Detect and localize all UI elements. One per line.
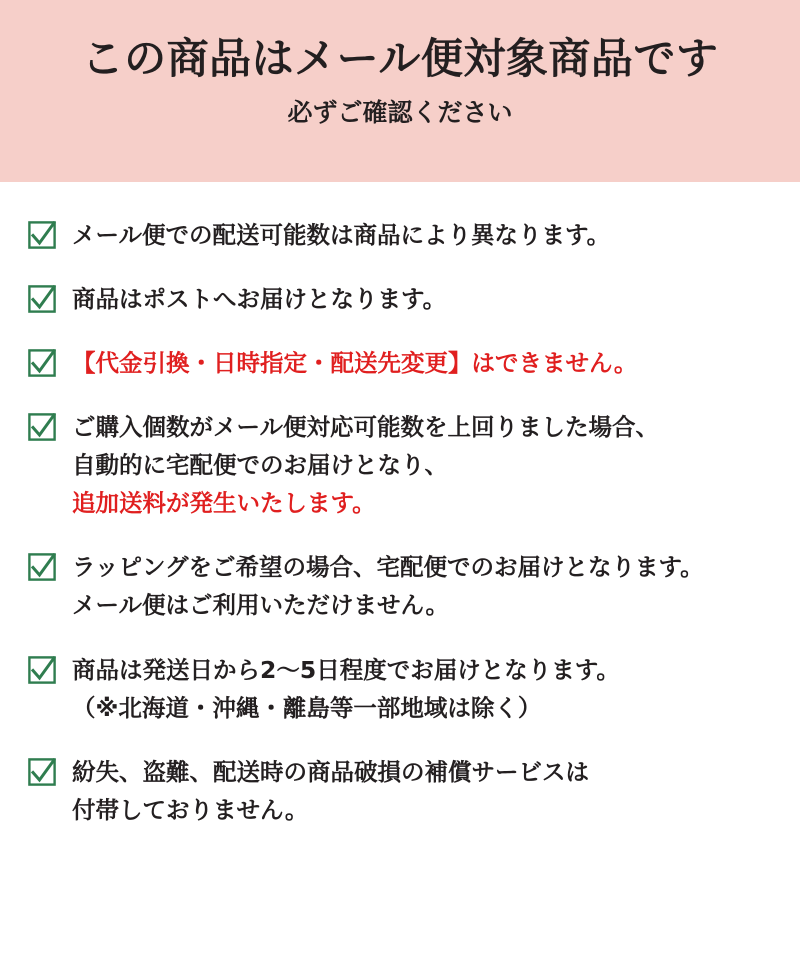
check-square-icon bbox=[28, 285, 56, 313]
list-item bbox=[0, 408, 800, 522]
list-item bbox=[0, 651, 800, 727]
header-band bbox=[0, 0, 800, 182]
list-item-line: メール便での配送可能数は商品により異なります。 bbox=[72, 221, 611, 249]
list-item-text bbox=[72, 216, 610, 254]
list-item-line: 商品はポストへお届けとなります。 bbox=[72, 285, 447, 314]
list-item-line: 紛失、盗難、配送時の商品破損の補償サービスは bbox=[72, 757, 589, 786]
page-subtitle: 必ずご確認ください bbox=[287, 98, 513, 128]
list-item-text bbox=[72, 344, 637, 382]
list-item-line: メール便はご利用いただけません。 bbox=[72, 591, 449, 620]
list-item-text bbox=[72, 753, 589, 829]
list-item bbox=[0, 548, 800, 624]
list-item-line: 追加送料が発生いたします。 bbox=[72, 489, 376, 518]
list-item-line: ご購入個数がメール便対応可能数を上回りました場合、 bbox=[72, 413, 660, 442]
notice-list bbox=[0, 182, 800, 829]
list-item-line: 【代金引換・日時指定・配送先変更】はできません。 bbox=[72, 349, 638, 378]
list-item-text bbox=[72, 408, 659, 522]
list-item-line: 商品は発送日から2〜5日程度でお届けとなります。 bbox=[72, 655, 620, 684]
check-square-icon bbox=[28, 349, 56, 377]
list-item-text bbox=[72, 548, 704, 624]
check-square-icon bbox=[28, 758, 56, 786]
page-title: この商品はメール便対象商品です bbox=[81, 34, 719, 83]
check-square-icon bbox=[28, 656, 56, 684]
list-item-text bbox=[72, 280, 446, 318]
list-item-text bbox=[72, 651, 620, 727]
list-item-line: 付帯しておりません。 bbox=[72, 795, 309, 824]
list-item bbox=[0, 344, 800, 382]
list-item bbox=[0, 280, 800, 318]
list-item-line: 自動的に宅配便でのお届けとなり、 bbox=[72, 451, 448, 480]
list-item-line: （※北海道・沖縄・離島等一部地域は除く） bbox=[72, 693, 542, 722]
list-item-line: ラッピングをご希望の場合、宅配便でのお届けとなります。 bbox=[72, 553, 704, 582]
check-square-icon bbox=[28, 221, 56, 249]
check-square-icon bbox=[28, 553, 56, 581]
list-item bbox=[0, 753, 800, 829]
check-square-icon bbox=[28, 413, 56, 441]
list-item bbox=[0, 216, 800, 254]
